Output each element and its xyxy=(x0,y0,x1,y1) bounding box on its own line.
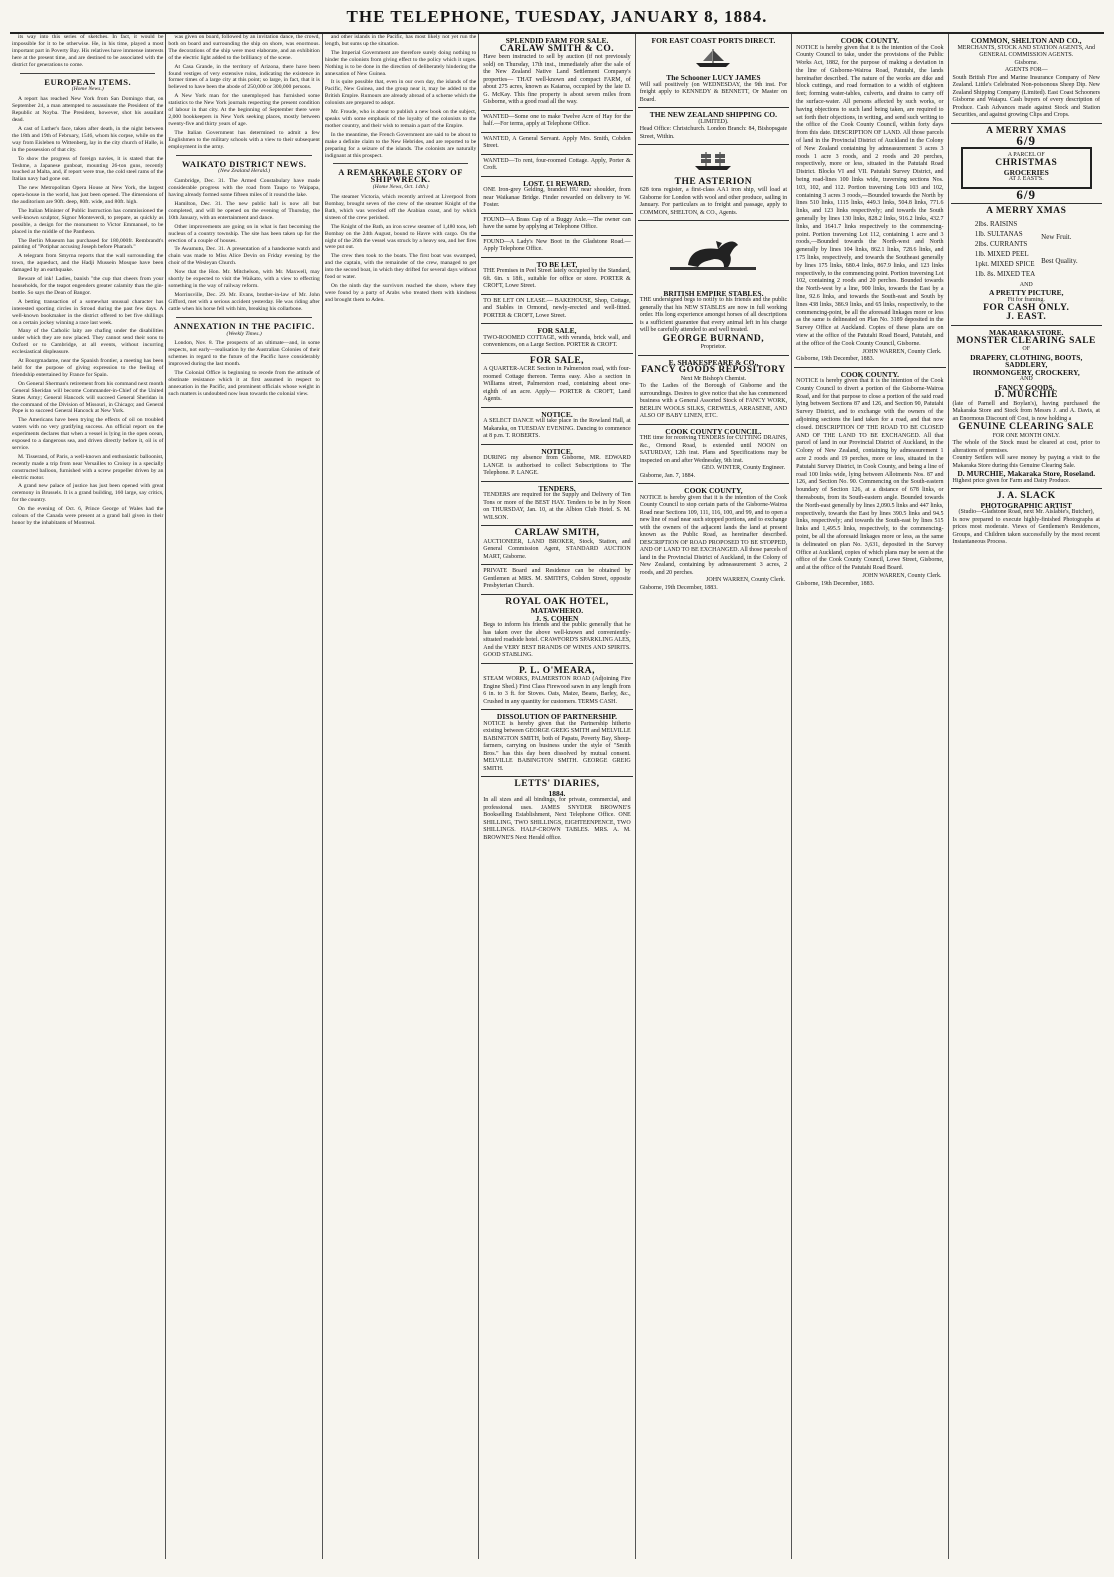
divider xyxy=(176,317,311,318)
lease-ad: TO BE LET ON LEASE.— BAKEHOUSE, Shop, Cottage, and Stables in Ormond, newly-erected and well-fitted. PORTER & CROFT, Lowe Street. xyxy=(481,295,632,325)
section-source: (Home News.) xyxy=(71,86,104,93)
list-item: SADDLERY, xyxy=(1005,360,1048,369)
article-paragraph: A telegram from Smyrna reports that the wall surrounding the town, the aqueduct, and the Hadji Mussein Mosque have been damaged by an earthquake. xyxy=(12,253,164,274)
found-ad: FOUND—A Brass Cap of a Buggy Axle.—The owner can have the same by applying at Telephone Office. xyxy=(481,214,632,236)
masthead: THE TELEPHONE, TUESDAY, JANUARY 8, 1884. xyxy=(10,7,1104,34)
christmas-parcel-ad: A MERRY XMAS 6/9 A PARCEL OF CHRISTMAS GROCERIES AT J. EAST'S. 6/9 xyxy=(951,124,1102,205)
article-paragraph: The crew then took to the boats. The first boat was swamped, and the captain, with the remainder of the crew, managed to get into the second boat, in which they drifted for several days without food or water. xyxy=(324,253,477,281)
divider xyxy=(176,155,311,156)
list-item: DRAPERY, CLOTHING, BOOTS, xyxy=(970,352,1083,362)
lost-ad: LOST. £1 REWARD. ONE Iron-grey Gelding, branded HU near shoulder, from near Waikanae Bridge. Finder rewarded on delivery to W. Foster. xyxy=(481,177,632,214)
photographer-ad: J. A. SLACK PHOTOGRAPHIC ARTIST (Studio—Gladstone Road, next Mr. Aislabie's, Butcher), Is now prepared to execute highly-finished Photographs at prices most moderate. Views of Gentlemen's Residences, Groups, and Children taken successfully by the most recent Instantaneous Process. xyxy=(952,491,1100,545)
article-paragraph: The Italian Government has determined to admit a few Englishmen to the military schools with a view to their subsequent employment in the army. xyxy=(168,129,320,150)
ship-icon xyxy=(692,47,734,69)
article-paragraph: London, Nov. 8. The prospects of an ultimate—and, in some respects, not early—realisation by the Australian Colonies of their schemes in regard to the future of the Pacific have considerably improved during the last month. xyxy=(168,340,320,368)
article-paragraph: The Italian Minister of Public Instruction has commissioned the well-known sculptor, Signor Monteverdi, to prepare, as quickly as possible, a design for the monument to Victor Emmanuel, to be placed in the middle of the Pantheon. xyxy=(12,207,164,235)
to-let-ad: TO BE LET, THE Premises in Peel Street lately occupied by the Standard, 6ft. 6in. x 18ft., suitable for office or store. PORTER & CROFT, Lowe Street. xyxy=(481,258,632,295)
wanted-ad: WANTED—To rent, four-roomed Cottage. Apply, Porter & Croft. xyxy=(481,155,632,177)
stables-ad: BRITISH EMPIRE STABLES. THE undersigned begs to notify to his friends and the public generally that his NEW STABLES are now in full working order. His long experience amongst horses of all descriptions is a sufficient guarantee that every animal left in his charge will be carefully attended to and well treated. GEORGE BURNAND, Proprietor. xyxy=(638,221,789,356)
article-paragraph: A grand new palace of justice has just been opened with great ceremony in Brussels. It is a grand building, 160 large, say critics, for the country. xyxy=(12,483,164,504)
newspaper-page xyxy=(10,7,1104,1563)
brace-label: Best Quality. xyxy=(1041,256,1078,265)
article-paragraph: Te Awamutu, Dec. 31. A presentation of a handsome watch and chain was made to Miss Alice Devin on Friday evening by the choir of the Wesleyan Church. xyxy=(168,246,320,267)
article-paragraph: On the evening of Oct. 6, Prince George of Wales had the colours of the Canada were present at a grand ball given in their honor by the inhabitants of Montreal. xyxy=(12,506,164,526)
article-paragraph: Mr. Froude, who is about to publish a new book on the subject, speaks with some emphasis of the loyalty of the colonists to the mother country, and their wish to remain a part of the Empire. xyxy=(324,109,477,129)
article-paragraph: On General Sherman's retirement from his command next month General Sheridan will become Commander-in-Chief of the United States Army; General Hancock will succeed General Sheridan in the command of the Division of Missouri, in Chicago; and General Pope is to succeed General Hancock at New York. xyxy=(12,380,164,415)
article-paragraph: In the meantime, the French Government are said to be about to make a definite claim to the New Hebrides, and are reported to be preparing for a seizure of the islands. The colonists are naturally indignant at this prospect. xyxy=(324,131,477,159)
section-heading: ANNEXATION IN THE PACIFIC. xyxy=(173,320,315,331)
article-paragraph: The Imperial Government are therefore surely doing nothing to hinder the colonists from giving effect to the policy which it urges. Nothing is to be done in the direction of deliberately hindering the annexation of New Guinea. xyxy=(324,49,477,77)
county-road-notice-ad: COOK COUNTY, NOTICE is hereby given that it is the intention of the Cook County Council to stop certain parts of the Gisborne-Wairoa Road near Sections 109, 111, 116, 100, and 99, and to open a new line of road near such stopped portions, and to exchange with the owners of the adjacent lands the land at present known as the Public Road, as hereinafter described. DESCRIPTION OF ROAD PROPOSED TO BE STOPPED, AND OF LAND TO BE EXCHANGED. All those parcels of land in the Provincial District of Auckland, in the Colony of New Zealand, containing by admeasurement 3 acres, 2 roods, and 20 perches. JOHN WARREN, County Clerk. Gisborne, 19th December, 1883. xyxy=(639,486,788,591)
section-source: (Weekly Times.) xyxy=(226,330,262,337)
list-item: 1lb. MIXED PEEL xyxy=(974,249,1029,258)
article-paragraph: The Knight of the Bath, an iron screw steamer of 1,480 tons, left Bombay on the 24th August, bound to Havre with cargo. On the night of the 26th the vessel was struck by a heavy sea, and her fires were put out. xyxy=(324,223,477,251)
article-paragraph: Other improvements are going on in what is fast becoming the nucleus of a country township. The site has been taken up for the erection of a couple of houses. xyxy=(168,223,320,244)
divider xyxy=(20,73,155,74)
list-item: 1lb. 8s. MIXED TEA xyxy=(974,269,1036,278)
column-3 xyxy=(323,34,479,1559)
auctioneer-ad: CARLAW SMITH, AUCTIONEER, LAND BROKER, Stock, Station, and General Commission Agent, STANDARD AUCTION MART, Gisborne. xyxy=(481,526,632,565)
article-paragraph: The Americans have been trying the effects of oil on troubled waters with no very gratifying success. An official report on the experiments declares that when a vessel is lying in the open ocean, exposed to a dangerous sea, and driven directly before it, oil is of service. xyxy=(12,417,164,451)
wanted-ad: WANTED, A General Servant. Apply Mrs. Smith, Cobden Street. xyxy=(481,133,632,155)
article-paragraph: At Bourgmadame, near the Spanish frontier, a meeting has been held for the purpose of giving expression to the feeling of friendship entertained by France for Spain. xyxy=(12,358,164,378)
xmas-fruit-ad: A MERRY XMAS 2lbs. RAISINS 1lb. SULTANAS 2lbs. CURRANTS 1lb. MIXED PEEL 1pkt. MIXED SPICE 1lb. 8s. MIXED TEA New Fruit. Best Quality. AND A PRETTY PICTURE, Fit for framing. FOR CASH ONLY. J. EAST. xyxy=(951,204,1102,326)
article-paragraph: The Berlin Museum has purchased for 180,000fr. Rembrandt's painting of "Potiphar accusing Joseph before Pharaoh." xyxy=(12,237,164,251)
wanted-ad: WANTED—Some one to make Twelve Acre of Hay for the half.—For terms, apply at Telephone Office. xyxy=(481,111,632,133)
intro-paragraph: its way into this series of sketches. In fact, it would be impossible for it to be otherwise. He, in his time, played a most important part in Poverty Bay. His relatives have immense interests here at the present time, and are destined to be associated with the district for generations to come. xyxy=(12,34,164,68)
column-7 xyxy=(949,34,1104,1559)
article-paragraph: To show the progress of foreign navies, it is stated that the Teshme, a Japanese gunboat, mounting 26-ton guns, recently touched at Malta, and, if report were true, the cold steel rams of the Italian navy had gone out. xyxy=(12,155,164,183)
merchants-ad: COMMON, SHELTON AND CO., MERCHANTS, STOCK AND STATION AGENTS, And GENERAL COMMISSION AGENTS. Gisborne. AGENTS FOR— South British Fire and Marine Insurance Company of New Zealand. Little's Celebrated Non-poisonous Sheep Dip. New Zealand Shipping Company (Limited). East Coast Schooners Gisborne and Waiapu. Cash buyers of every description of Produce. Cash Advances made against Stock and Station Securities, and against growing Clips and Crops. xyxy=(951,34,1102,124)
shipping-company-ad: THE NEW ZEALAND SHIPPING CO. (LIMITED). Head Office: Christchurch. London Branch: 84, Bishopsgate Street, Within. xyxy=(638,108,789,145)
column-6 xyxy=(792,34,948,1559)
article-paragraph: The new Metropolitan Opera House at New York, the largest opera-house in the world, has just been opened. The dimensions of the auditorium are 90ft. deep, 80ft. wide, and 80ft. high. xyxy=(12,185,164,206)
section-heading: A REMARKABLE STORY OF SHIPWRECK. xyxy=(338,167,463,185)
article-paragraph: was given on board, followed by an invitation dance, the crowd, both on board and surrounding the ship on shore, was enormous. The decorations of the ship were most elaborate, and an exhibition of the electric light added to the brilliancy of the scene. xyxy=(168,34,320,61)
article-paragraph: and other islands in the Pacific, has most likely not yet run the length, but sums up the situation. xyxy=(324,34,477,47)
list-item: 2lbs. CURRANTS xyxy=(974,239,1028,248)
article-paragraph: A betting transaction of a somewhat unusual character has interested sporting circles in Stroud during the past few days. A well-known bookmaker in the district offered to bet five shillings on a certain jockey winning a race last week. xyxy=(12,298,164,326)
list-item: AND xyxy=(1019,376,1033,382)
found-ad: FOUND—A Lady's New Boot in the Gladstone Road.—Apply Telephone Office. xyxy=(481,236,632,258)
column-5 xyxy=(636,34,792,1559)
parcel-box: A PARCEL OF CHRISTMAS GROCERIES AT J. EAST'S. xyxy=(961,147,1092,189)
steam-works-ad: P. L. O'MEARA, STEAM WORKS, PALMERSTON ROAD (Adjoining Fire Engine Shed.) First Class Firewood sawn in any length from 6 in. to 3 ft. for Stoves. Oats, Maize, Beans, Barley, &c., Crushed in any quantity for customers. TERMS CASH. xyxy=(481,664,632,711)
column-2 xyxy=(166,34,322,1559)
county-land-notice-ad: COOK COUNTY. NOTICE is hereby given that it is the intention of the Cook County Council to take, under the provisions of the Public Works Act, 1882, for the purpose of making a deviation in the line of Gisborne-Wairoa Road, Patutahi, the lands hereinafter described. The nature of the works are dike and block cuttings, and road formation to a width of eighteen feet; forming water-tables, culverts, and drains to carry off the surface-water. All persons affected by such works, or having objections to such land being taken, are required to set forth their objections, in writing, and send such writing to the office of the Cook County Council, within forty days from this date. DESCRIPTION OF LAND. All those parcels of land in the Provincial District of Auckland in the Colony of New Zealand containing by admeasurement 3 acres 3 roods 1 acre 3 roods, and 2 roods and 20 perches, respectively, more or less, situated in the Patutahi Road District. Blocks VI and VII. Patutahi Survey District, and being road-lines 100 links wide, traversing sections Nos. 103, 102, and 112. Portion traversing Lots 103 and 102, containing 3 acres 3 roods,—Bounded towards the North by lines 510 links, 1115 links, 449.3 links, 504.8 links, 771.6 links, and 123 links respectively; and towards the South generally by lines 130 links, 828.2 links, 916.2 links, 432.7 links, and 1641.7 links respectively to the commencing-point. Portion traversing Lot 112, containing 1 acre and 3 roods,—Bounded towards the North-west and North generally by lines 104 links, 862.1 links, 728.6 links, and 175 links, respectively, and towards the Southeast generally by lines 175 links, 680.4 links, 867.9 links, and 123 links respectively, to the commencing point. Portion traversing Lot 102, containing 2 roods and 20 perches. Bounded towards the North-west by a line, 900 links, towards the East by a line, 92.6 links, and towards the South-east and South by lines 438 links, 386.9 links, and 65 links, respectively, to the commencing-point, be all the aforesaid linkages more or less as the same is delineated on Plan No. 3189 deposited in the Survey Office at Auckland. Copies of these plans are on view at the office of the Patutahi Road Board, Patutahi, and at the office of the Cook County Council, Gisborne. JOHN WARREN, County Clerk. Gisborne, 19th December, 1883. xyxy=(794,34,945,368)
article-paragraph: At Casa Grande, in the territory of Arizona, there have been found vestiges of very extensive ruins, indicating the existence in former times of a large city at this point; so large, in fact, that it is believed to have been the abode of 250,000 or 300,000 persons. xyxy=(168,63,320,91)
horse-illustration-icon xyxy=(668,227,758,283)
diaries-ad: LETTS' DIARIES, 1884. In all sizes and all bindings, for private, commercial, and professional uses. JAMES SNYDER BROWNE'S Bookselling Establishment, Next Telephone Office. ONE SHILLING, TWO SHILLINGS, EIGHTEENPENCE, TWO SHILLINGS. HALF-CROWN TABLES. MRS. A. M. BROWNE'S Next Herald office. xyxy=(483,779,631,841)
article-paragraph: A cast of Luther's face, taken after death, in the night between the 18th and 19th of February, 1546, whom his corpse, while on the way from Eisleben to Wittenberg, lay in the city church of Halle, is in the possession of that city. xyxy=(12,125,164,153)
county-council-tender-ad: COOK COUNTY COUNCIL. THE time for receiving TENDERS for CUTTING DRAINS, &c., Ormond Road, is extended until NOON on SATURDAY, 12th inst. Plans and Specifications may be inspected on and after Wednesday, 9th inst. GEO. WINTER, County Engineer. Gisborne, Jan. 7, 1884. xyxy=(638,425,789,485)
list-item: FANCY GOODS. xyxy=(998,382,1055,392)
clearing-sale-ad: MAKARAKA STORE. MONSTER CLEARING SALE OF DRAPERY, CLOTHING, BOOTS, SADDLERY, IRONMONGERY, CROCKERY, AND FANCY GOODS. D. MURCHIE (late of Parnell and Boylan's), having purchased the Makaraka Store and Stock from Messrs J. and A. Davis, at an Enormous Discount off Cost, is now holding a GENUINE CLEARING SALE FOR ONE MONTH ONLY. The whole of the Stock must be cleared at cost, prior to alterations of premises. Country Settlers will save money by paying a visit to the Makaraka Store during this Genuine Clearing Sale. D. MURCHIE, Makaraka Store, Roseland. Highest price given for Farm and Dairy Produce. xyxy=(951,326,1102,489)
section-heading: WAIKATO DISTRICT NEWS. xyxy=(181,158,307,169)
article-paragraph: It is quite possible that, even in our own day, the islands of the Pacific, New Guinea, and the group near it, may be added to the British Empire. Rumours are already abroad of a scheme which the colonists are prepared to adopt. xyxy=(324,79,477,107)
board-residence-ad: PRIVATE Board and Residence can be obtained by Gentlemen at MRS. M. SMITH'S, Cobden Street, opposite Presbyterian Church. xyxy=(481,565,632,595)
schooner-ad: FOR EAST COAST PORTS DIRECT. The Schooner LUCY JAMES Will sail positively (on WEDNESDAY, the 9th inst. For freight apply to KENNEDY & BENNETT, Or Master on Board. xyxy=(638,34,789,108)
list-item: 2lbs. RAISINS xyxy=(974,219,1018,228)
for-sale-ad: FOR SALE, TWO-ROOMED COTTAGE, with veranda, brick wall, and conveniences, on a Large Section. PORTER & CROFT. xyxy=(481,324,632,354)
article-paragraph: A report has reached New York from San Domingo that, on September 24, a man attempted to assassinate the President of the Republic at Noyba. The President, however, shot his assailant dead. xyxy=(12,96,164,124)
article-paragraph: A New York man for the unemployed has furnished some statistics to the New York journals respecting the present condition of labour in that city. At the beginning of September there were 2,000 bookkeepers in New York seeking places, mostly between twenty-five and thirty years of age. xyxy=(168,93,320,127)
column-4 xyxy=(479,34,635,1559)
dance-notice-ad: NOTICE. A SELECT DANCE will take place in the Rowland Hall, at Makaraka, on TUESDAY EVENING. Dancing to commence at 8 p.m. T. ROBERTS. xyxy=(481,408,632,445)
article-paragraph: Cambridge, Dec. 31. The Armed Constabulary have made considerable progress with the road from Taupo to Waipapa, having already formed some fifteen miles of it round the lake. xyxy=(168,178,320,199)
absence-notice-ad: NOTICE. DURING my absence from Gisborne, MR. EDWARD LANGE is authorised to collect Subscriptions to The Telephone. P. LANGE. xyxy=(481,445,632,482)
article-paragraph: Now that the Hon. Mr. Mitchelson, with Mr. Maxwell, may shortly be expected to visit the Waikato, with a view to effecting something in the way of railway reform. xyxy=(168,269,320,289)
county-road-diversion-ad: COOK COUNTY. NOTICE is hereby given that it is the intention of the Cook County Council to divert a portion of the Gisborne-Wairoa Road, and for that purpose to close a portion of the said road lying between Sections 87 and 126, and Section 90, Patutahi Survey District, and to exchange with the owners of the adjoining sections the land taken for a road, and that now closed. DESCRIPTION OF THE ROAD TO BE CLOSED AND OF THE LAND TO BE EXCHANGED. All that parcel of land in our Provincial District of Auckland, in the Colony of New Zealand, containing by admeasurement 1 acre 2 roods and 19 perches, more or less, situated in the Patutahi Survey District, in Cook County, and being a line of road 100 links wide, lying between Allotments Nos. 87 and 126, and Section No. 90. Commencing on the South-eastern boundary of Section 126, at a distance of 678 links, or thereabouts, from its South-eastern angle. Bounded towards the North-east generally by lines 2,090.5 links and 447 links, respectively, towards the East by lines 390.5 links and 94.5 links, respectively; and towards the South-east by lines 515 links and 1,495.5 links, respectively, to the commencing-point, be all the aforesaid linkages more or less, as the same is delineated on plan No. 3,631, deposited in the Survey Office at Auckland, copies of which plans may be seen at the office of the Cook County Council, Lowe Street, Gisborne, and at the office of the Patutahi Road Board. JOHN WARREN, County Clerk. Gisborne, 19th December, 1883. xyxy=(796,369,944,587)
ship-icon xyxy=(692,150,734,172)
article-paragraph: Beware of ink! Ladies, banish "the cup that cheers from your households, for the teapot engenders greater calamity than the gin-bottle. So says the Dean of Bangor. xyxy=(12,276,164,296)
divider xyxy=(333,163,468,164)
list-item: IRONMONGERY, CROCKERY, xyxy=(972,367,1080,377)
article-paragraph: The Colonial Office is beginning to recede from the attitude of obstinate resistance which it at first assumed in respect to annexation in the Pacific, and prominent officials whose weight in such matters is undoubted now lean towards the colonial view. xyxy=(168,370,320,397)
farm-sale-ad: SPLENDID FARM FOR SALE. CARLAW SMITH & CO. Have been instructed to sell by auction (if not previously sold) on Thursday, 17th inst., immediately after the sale of the New Zealand Native Land Settlement Company's properties— THAT well-known and compact FARM, of about 275 acres, known as Kaiaroa, occupied by the late D. G. McKay. This fine property is about seven miles from Gisborne, with a good road all the way. xyxy=(481,34,632,111)
fancy-goods-ad: E. SHAKESPEARE & CO., FANCY GOODS REPOSITORY Next Mr Bishop's Chemist. To the Ladies of the Borough of Gisborne and the surroundings. Desires to give notice that she has commenced business with a General Assorted Stock of FANCY WORK, BERLIN WOOLS SILKS, CREWELS, ARRASENE, AND ALSO OF BABY LINEN, ETC. xyxy=(638,356,789,425)
section-source: (New Zealand Herald.) xyxy=(218,168,271,175)
dissolution-ad: DISSOLUTION OF PARTNERSHIP. NOTICE is hereby given that the Partnership hitherto existing between GEORGE GREIG SMITH and MELVILLE BABINGTON SMITH, both of Papatu, Poverty Bay, Sheep-farmers, carrying on business under the style of "Smith Bros." has this day been dissolved by mutual consent. MELVILLE BABINGTON SMITH. GEORGE GREIG SMITH. xyxy=(481,710,632,777)
article-paragraph: Morrinsville, Dec. 29. Mr. Evans, brother-in-law of Mr. John Gifford, met with a serious accident yesterday. He was riding after cattle when his horse fell with him, breaking his collarbone. xyxy=(168,291,320,312)
columns xyxy=(10,34,1104,1559)
article-paragraph: M. Tisserand, of Paris, a well-known and enthusiastic balloonist, recently made a trip from near Versailles to Croissy in a specially constructed balloon, furnished with a screw propeller driven by an electric motor. xyxy=(12,453,164,481)
asterion-ship-ad: THE ASTERION 628 tons register, a first-class AA1 iron ship, will load at Gisborne for London with wool and other produce, sailing in January. For particulars as to freight and passage, apply to COMMON, SHELTON, & CO., Agents. xyxy=(638,145,789,221)
tenders-ad: TENDERS. TENDERS are required for the Supply and Delivery of Ten Tons or more of the BEST HAY. Tenders to be in by Noon on THURSDAY, Jan. 10, at the Albion Club Hotel. S. M. WILSON. xyxy=(481,482,632,527)
article-paragraph: Many of the Catholic laity are chafing under the disabilities under which they are now placed. They cannot send their sons to Oxford or to Cambridge, at all events, without incurring ecclesiastical displeasure. xyxy=(12,328,164,356)
brace-label: New Fruit. xyxy=(1041,232,1072,241)
section-source: (Home News, Oct. 14th.) xyxy=(372,184,429,191)
article-paragraph: Hamilton, Dec. 31. The new public hall is now all but completed, and will be opened on the evening of Thursday, the 10th January, with an entertainment and dance. xyxy=(168,201,320,221)
list-item: 1lb. SULTANAS xyxy=(974,229,1023,238)
section-heading: EUROPEAN ITEMS. xyxy=(44,76,132,87)
list-item: 1pkt. MIXED SPICE xyxy=(974,259,1035,268)
royal-oak-hotel-ad: ROYAL OAK HOTEL, MATAWHERO. J. S. COHEN Begs to inform his friends and the public generally that he has taken over the above well-known and conveniently-situated roadside hotel. CRAWFORD'S SPARKLING ALES, And the VERY BEST BRANDS OF WINES AND SPIRITS. GOOD STABLING. xyxy=(481,595,632,664)
for-sale-ad: FOR SALE, A QUARTER-ACRE Section in Palmerston road, with four-roomed Cottage thereon. Terms easy. Also a section in Williams street, Palmerston road, containing about one-eighth of an acre. Apply— PORTER & CROFT, Land Agents. xyxy=(481,354,632,408)
article-paragraph: The steamer Victoria, which recently arrived at Liverpool from Bombay, brought seven of the crew of the steamer Knight of the Bath, which was wrecked off the Arabian coast, and by which sixteen of the crew perished. xyxy=(324,194,477,221)
column-1 xyxy=(10,34,166,1559)
article-paragraph: On the ninth day the survivors reached the shore, where they were found by a party of Arabs who treated them with kindness and brought them to Aden. xyxy=(324,283,477,303)
